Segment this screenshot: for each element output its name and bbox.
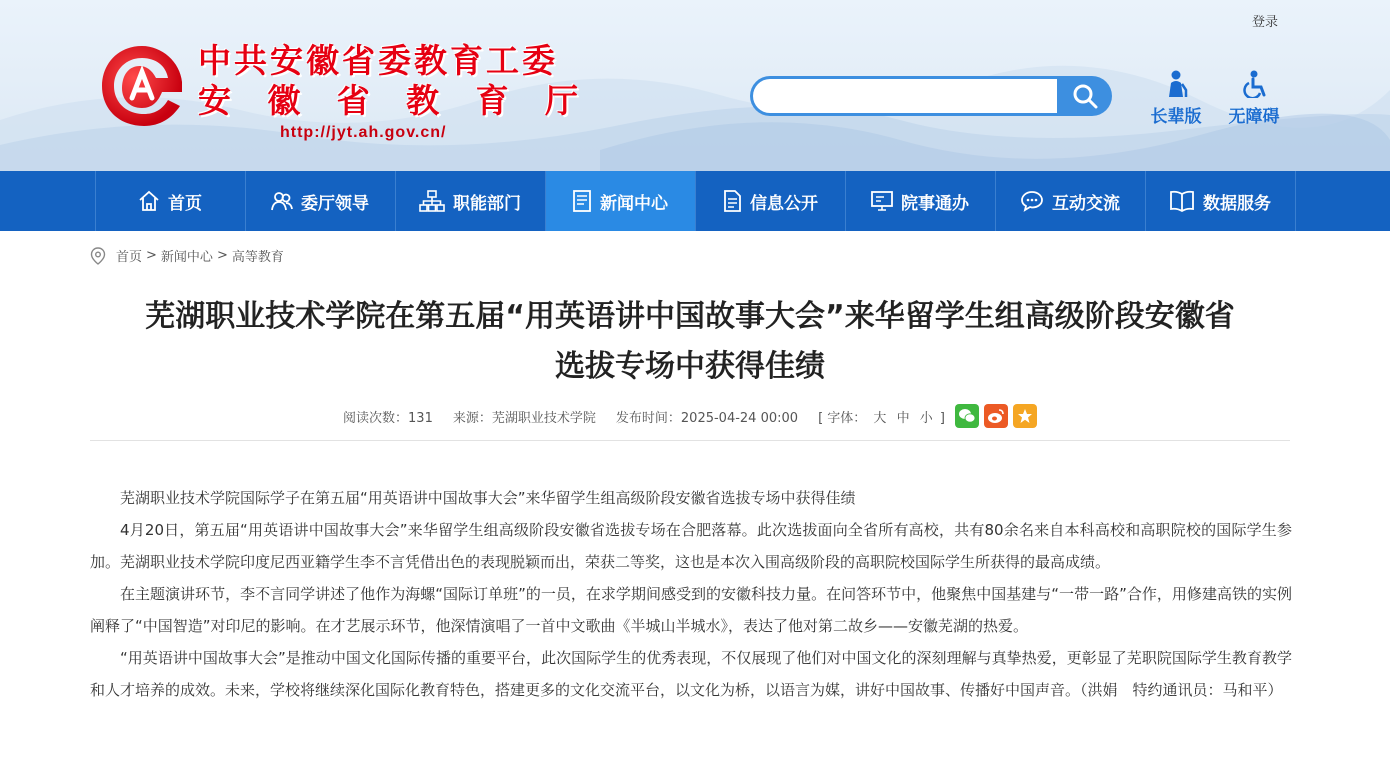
logo-emblem-icon	[96, 40, 188, 132]
font-size-label: [ 字体：	[818, 410, 867, 426]
favorite-button[interactable]	[1013, 404, 1037, 428]
share-weibo-button[interactable]	[984, 404, 1008, 428]
weibo-icon	[987, 408, 1005, 424]
article-title-line: 芜湖职业技术学院在第五届“用英语讲中国故事大会”来华留学生组高级阶段安徽省	[145, 299, 1235, 334]
nav-item-label: 职能部门	[453, 193, 521, 214]
view-count	[343, 407, 433, 426]
source-value: 芜湖职业技术学院	[491, 410, 596, 426]
star-icon	[1017, 408, 1033, 424]
nav-item-label: 数据服务	[1203, 193, 1271, 214]
wheelchair-icon	[1239, 70, 1269, 98]
article-meta	[90, 404, 1290, 428]
elder-icon	[1161, 70, 1191, 98]
nav-item-label: 互动交流	[1052, 193, 1120, 214]
font-size-control	[818, 407, 945, 426]
org-name-char: 厅	[544, 81, 578, 120]
nav-item-label: 新闻中心	[600, 193, 668, 214]
chat-icon	[1020, 190, 1044, 212]
login-link[interactable]: 登录	[1252, 15, 1279, 30]
elder-mode-button[interactable]	[1145, 70, 1207, 127]
nav-item-services[interactable]	[846, 171, 996, 231]
home-icon	[138, 190, 160, 212]
breadcrumb-home[interactable]: 首页	[116, 250, 143, 265]
accessibility-label: 无障碍	[1228, 107, 1280, 127]
meta-divider	[90, 440, 1290, 441]
breadcrumb-separator: >	[216, 248, 228, 263]
nav-item-departments[interactable]	[396, 171, 546, 231]
org-name-line2	[198, 82, 578, 120]
source-label: 来源：	[452, 410, 492, 426]
people-icon	[271, 190, 293, 212]
news-icon	[572, 190, 592, 212]
book-icon	[1169, 190, 1195, 212]
article-title-line: 选拔专场中获得佳绩	[555, 349, 825, 384]
org-chart-icon	[419, 190, 445, 212]
org-name-char: 省	[336, 81, 370, 120]
breadcrumb-news[interactable]: 新闻中心	[160, 250, 213, 265]
site-url: http://jyt.ah.gov.cn/	[280, 124, 447, 141]
article-paragraph: “用英语讲中国故事大会”是推动中国文化国际传播的重要平台，此次国际学生的优秀表现，不仅展现了他们对中国文化的深刻理解与真挚热爱，更彰显了芜职院国际学生教育教学和人才培养的成效。未来，学校将继续深化国际化教育特色，搭建更多的文化交流平台，以文化为桥，以语言为媒，讲好中国故事、传播好中国声音。（洪娟 特约通讯员：马和平）	[90, 649, 1292, 699]
search-button[interactable]	[1057, 76, 1112, 116]
monitor-icon	[871, 190, 893, 212]
org-name-line1: 中共安徽省委教育工委	[198, 41, 558, 80]
view-count-value: 131	[408, 410, 433, 426]
nav-item-info[interactable]	[696, 171, 846, 231]
article-paragraph: 4月20日，第五届“用英语讲中国故事大会”来华留学生组高级阶段安徽省选拔专场在合肥落幕。此次选拔面向全省所有高校，共有80余名来自本科高校和高职院校的国际学生参加。芜湖职业技术学院印度尼西亚籍学生李不言凭借出色的表现脱颖而出，荣获二等奖，这也是本次入围高级阶段的高职院校国际学生所获得的最高成绩。	[90, 521, 1292, 571]
publish-date	[616, 407, 798, 426]
nav-item-leaders[interactable]	[246, 171, 396, 231]
nav-item-home[interactable]	[96, 171, 246, 231]
nav-item-label: 信息公开	[750, 193, 818, 214]
article-body	[90, 482, 1292, 706]
document-icon	[722, 190, 742, 212]
date-label: 发布时间：	[615, 410, 681, 426]
nav-item-label: 院事通办	[901, 193, 969, 214]
accessibility-button[interactable]	[1223, 70, 1285, 127]
location-pin-icon	[90, 247, 106, 265]
article-paragraph: 芜湖职业技术学院国际学子在第五届“用英语讲中国故事大会”来华留学生组高级阶段安徽省选拔专场中获得佳绩	[120, 489, 856, 507]
breadcrumb	[90, 246, 288, 265]
share-wechat-button[interactable]	[955, 404, 979, 428]
site-header	[0, 0, 1390, 171]
font-size-close: ]	[939, 410, 945, 426]
font-small-button[interactable]: 小	[919, 410, 933, 426]
article-source	[453, 407, 596, 426]
nav-item-label: 首页	[168, 193, 202, 214]
font-medium-button[interactable]: 中	[896, 410, 910, 426]
org-name-char: 徽	[267, 81, 301, 120]
nav-item-label: 委厅领导	[301, 193, 369, 214]
breadcrumb-separator: >	[146, 248, 157, 263]
elder-mode-label: 长辈版	[1150, 107, 1202, 127]
wechat-icon	[958, 408, 976, 424]
nav-item-news[interactable]	[546, 171, 696, 231]
org-name-char: 育	[475, 81, 509, 120]
search-box	[750, 76, 1112, 116]
org-name-char: 教	[406, 81, 440, 120]
nav-item-interaction[interactable]	[996, 171, 1146, 231]
font-large-button[interactable]: 大	[873, 410, 887, 426]
date-value: 2025-04-24 00:00	[680, 410, 799, 426]
search-icon	[1072, 83, 1098, 109]
org-name-char: 安	[198, 81, 231, 120]
article-title	[90, 292, 1290, 392]
article-paragraph: 在主题演讲环节，李不言同学讲述了他作为海螺“国际订单班”的一员，在求学期间感受到的安徽科技力量。在问答环节中，他聚焦中国基建与“一带一路”合作，用修建高铁的实例阐释了“中国智造”对印尼的影响。在才艺展示环节，他深情演唱了一首中文歌曲《半城山半城水》，表达了他对第二故乡——安徽芜湖的热爱。	[90, 585, 1292, 635]
main-nav	[0, 171, 1390, 231]
nav-item-data[interactable]	[1146, 171, 1296, 231]
view-count-label: 阅读次数：	[343, 410, 409, 426]
breadcrumb-higher-education[interactable]: 高等教育	[231, 250, 284, 265]
search-input[interactable]	[753, 79, 1057, 113]
